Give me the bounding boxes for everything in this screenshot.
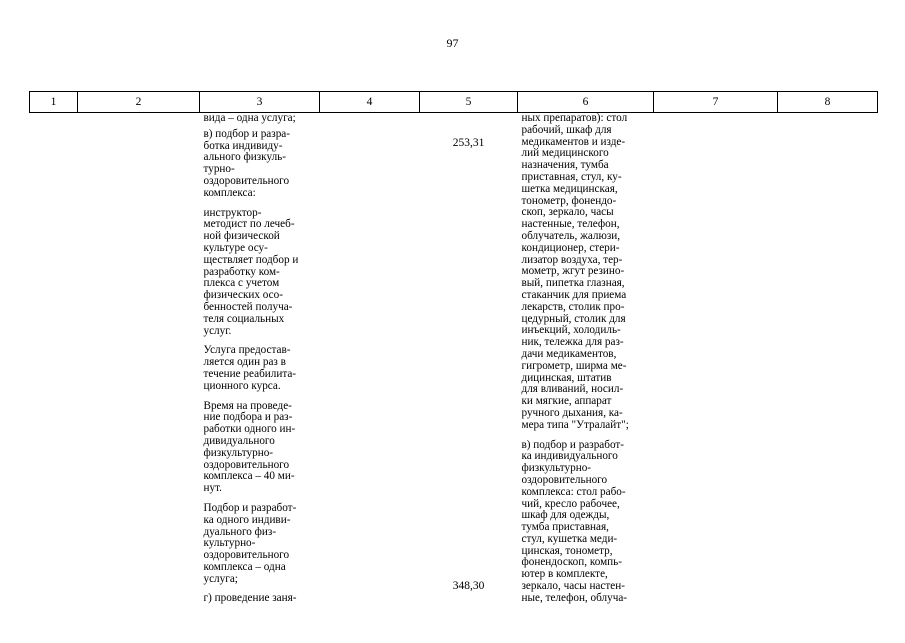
text-line: комплекса: стол рабо- xyxy=(522,486,626,498)
text-line: г) проведение заня- xyxy=(204,592,297,604)
text-line: ального физкуль- xyxy=(204,151,286,163)
text-line: шкаф для одежды, xyxy=(522,509,610,521)
cell-col-2 xyxy=(78,113,200,643)
text-line: медикаментов и изде- xyxy=(522,136,626,148)
text-line: ционного курса. xyxy=(204,380,281,392)
text-line: методист по лечеб- xyxy=(204,218,295,230)
service-paragraph xyxy=(204,208,320,338)
text-line: услуга; xyxy=(204,573,238,585)
text-line: Подбор и разработ- xyxy=(204,502,297,514)
equipment-description xyxy=(518,113,654,643)
text-line: ляется один раз в xyxy=(204,356,286,368)
table-header-row xyxy=(30,92,878,113)
text-line: приставная, стул, ку- xyxy=(522,171,622,183)
text-line: комплекса: xyxy=(204,187,256,199)
text-line: теля социальных xyxy=(204,313,285,325)
text-line: дицинская, штатив xyxy=(522,372,612,384)
text-line: культуре осу- xyxy=(204,242,268,254)
text-line: турно- xyxy=(204,163,235,175)
text-line: комплекса – одна xyxy=(204,561,286,573)
text-line: шетка медицинская, xyxy=(522,183,618,195)
text-line: ручного дыхания, ка- xyxy=(522,407,623,419)
text-line: нут. xyxy=(204,482,222,494)
text-line: разработку ком- xyxy=(204,266,280,278)
text-line: цедурный, столик для xyxy=(522,313,626,325)
equipment-paragraph xyxy=(522,113,654,432)
text-line: тумба приставная, xyxy=(522,521,609,533)
tariff-column xyxy=(420,113,518,643)
text-line: рабочий, шкаф для xyxy=(522,124,612,136)
text-line: зеркало, часы настен- xyxy=(522,580,625,592)
text-line: настенные, телефон, xyxy=(522,218,620,230)
cell-col-4 xyxy=(320,113,420,643)
text-line: ботка индивиду- xyxy=(204,140,283,152)
text-line: плекса с учетом xyxy=(204,277,280,289)
equipment-paragraph xyxy=(522,440,654,605)
text-line: лекарств, столик про- xyxy=(522,301,625,313)
text-line: комплекса – 40 ми- xyxy=(204,470,295,482)
tariff-value: 348,30 xyxy=(420,580,518,592)
cell-col-7 xyxy=(654,113,778,643)
text-line: гигрометр, ширма ме- xyxy=(522,360,627,372)
text-line: физкультурно- xyxy=(522,462,592,474)
text-line: ки мягкие, аппарат xyxy=(522,395,612,407)
text-line: скоп, зеркало, часы xyxy=(522,206,614,218)
text-line: дуального физ- xyxy=(204,526,277,538)
text-line: инъекций, холодиль- xyxy=(522,324,621,336)
text-line: дивидуального xyxy=(204,435,275,447)
services-table xyxy=(29,91,878,643)
text-line: ютер в комплекте, xyxy=(522,568,608,580)
text-line: стаканчик для приема xyxy=(522,289,627,301)
service-description xyxy=(200,113,320,643)
service-paragraph xyxy=(204,503,320,586)
service-paragraph xyxy=(204,113,320,125)
text-line: ной физической xyxy=(204,230,280,242)
text-line: оздоровительного xyxy=(522,474,608,486)
text-line: мометр, жгут резино- xyxy=(522,265,625,277)
text-line: вида – одна услуга; xyxy=(204,113,296,124)
column-header-3: 3 xyxy=(200,92,320,113)
text-line: кондиционер, стери- xyxy=(522,242,620,254)
column-header-7: 7 xyxy=(654,92,778,113)
text-line: Услуга предостав- xyxy=(204,344,291,356)
text-line: бенностей получа- xyxy=(204,301,293,313)
text-line: культурно- xyxy=(204,537,256,549)
service-paragraph xyxy=(204,129,320,200)
text-line: ные, телефон, облуча- xyxy=(522,592,628,604)
column-header-1: 1 xyxy=(30,92,78,113)
text-line: облучатель, жалюзи, xyxy=(522,230,621,242)
text-line: для вливаний, носил- xyxy=(522,383,624,395)
text-line: работки одного ин- xyxy=(204,423,296,435)
text-line: оздоровительного xyxy=(204,459,290,471)
cell-col-3 xyxy=(200,113,320,643)
text-line: цинская, тонометр, xyxy=(522,545,613,557)
text-line: ных препаратов): стол xyxy=(522,113,628,124)
text-line: стул, кушетка меди- xyxy=(522,533,618,545)
text-line: ник, тележка для раз- xyxy=(522,336,624,348)
tariff-value: 253,31 xyxy=(420,137,518,149)
text-line: ществляет подбор и xyxy=(204,254,299,266)
service-paragraph xyxy=(204,401,320,495)
text-line: в) подбор и разработ- xyxy=(522,439,625,451)
text-line: тонометр, фонендо- xyxy=(522,195,617,207)
cell-col-1 xyxy=(30,113,78,643)
text-line: услуг. xyxy=(204,325,232,337)
text-line: ка одного индиви- xyxy=(204,514,291,526)
service-paragraph xyxy=(204,593,320,605)
text-line: фонендоскоп, компь- xyxy=(522,556,623,568)
text-line: физических осо- xyxy=(204,289,283,301)
text-line: вый, пипетка глазная, xyxy=(522,277,625,289)
text-line: ние подбора и раз- xyxy=(204,411,293,423)
page-number: 97 xyxy=(0,36,905,51)
text-line: лизатор воздуха, тер- xyxy=(522,254,623,266)
service-paragraph xyxy=(204,345,320,392)
table-row xyxy=(30,113,878,643)
cell-col-6 xyxy=(518,113,654,643)
text-line: оздоровительного xyxy=(204,549,290,561)
text-line: оздоровительного xyxy=(204,175,290,187)
column-header-5: 5 xyxy=(420,92,518,113)
cell-col-5 xyxy=(420,113,518,643)
text-line: дачи медикаментов, xyxy=(522,348,617,360)
column-header-8: 8 xyxy=(778,92,878,113)
text-line: мера типа "Утралайт"; xyxy=(522,419,629,431)
text-line: ка индивидуального xyxy=(522,450,618,462)
text-line: чий, кресло рабочее, xyxy=(522,498,620,510)
text-line: инструктор- xyxy=(204,207,262,219)
text-line: лий медицинского xyxy=(522,147,609,159)
text-line: Время на проведе- xyxy=(204,400,292,412)
column-header-4: 4 xyxy=(320,92,420,113)
text-line: физкультурно- xyxy=(204,447,274,459)
text-line: в) подбор и разра- xyxy=(204,128,290,140)
column-header-2: 2 xyxy=(78,92,200,113)
text-line: назначения, тумба xyxy=(522,159,609,171)
column-header-6: 6 xyxy=(518,92,654,113)
text-line: течение реабилита- xyxy=(204,368,297,380)
cell-col-8 xyxy=(778,113,878,643)
